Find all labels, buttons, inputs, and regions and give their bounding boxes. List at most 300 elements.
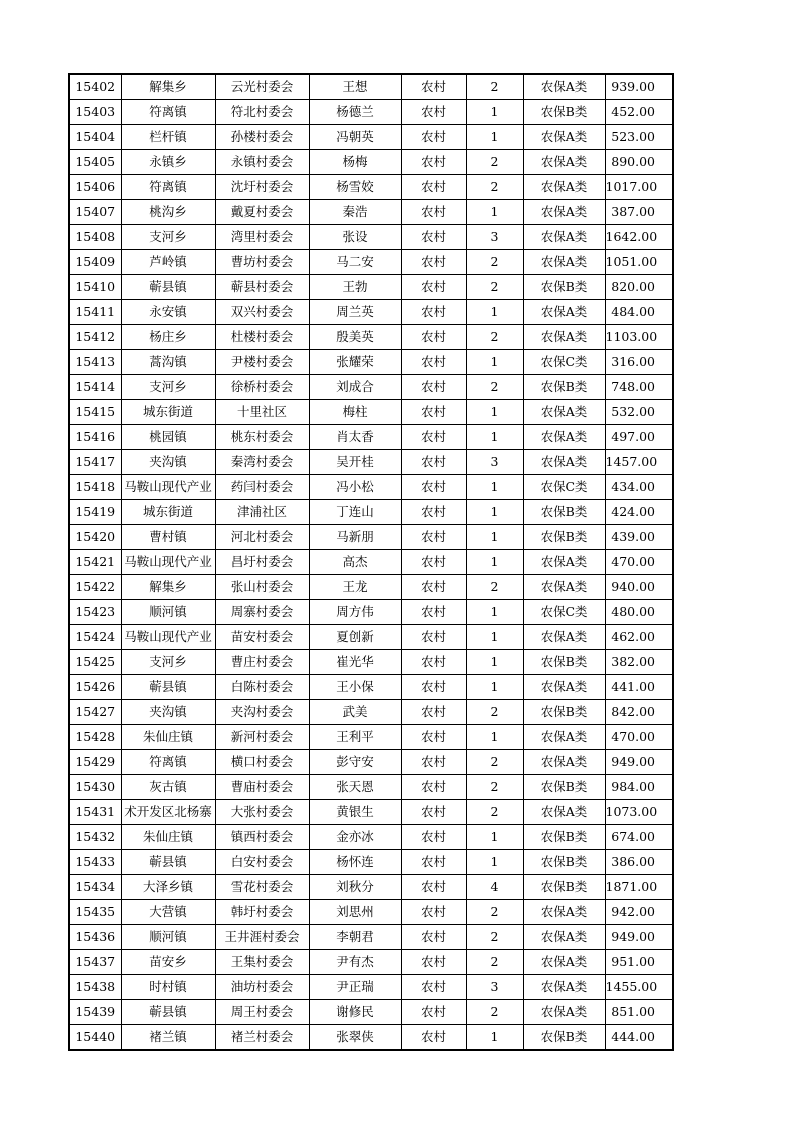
township-cell: 褚兰镇 (121, 1025, 215, 1051)
record-id-cell: 15416 (69, 425, 121, 450)
amount-cell: 949.00 (605, 750, 673, 775)
person-name-cell: 王利平 (309, 725, 401, 750)
township-cell: 夹沟镇 (121, 700, 215, 725)
record-id-cell: 15408 (69, 225, 121, 250)
insurance-category-cell: 农保A类 (523, 200, 605, 225)
insurance-category-cell: 农保A类 (523, 300, 605, 325)
insurance-category-cell: 农保C类 (523, 475, 605, 500)
household-type-cell: 农村 (401, 700, 466, 725)
amount-cell: 851.00 (605, 1000, 673, 1025)
member-count-cell: 2 (466, 750, 523, 775)
township-cell: 桃沟乡 (121, 200, 215, 225)
member-count-cell: 2 (466, 250, 523, 275)
household-type-cell: 农村 (401, 225, 466, 250)
amount-cell: 940.00 (605, 575, 673, 600)
amount-cell: 439.00 (605, 525, 673, 550)
insurance-category-cell: 农保A类 (523, 800, 605, 825)
table-row (69, 650, 673, 675)
amount-cell: 470.00 (605, 550, 673, 575)
amount-cell: 444.00 (605, 1025, 673, 1051)
record-id-cell: 15427 (69, 700, 121, 725)
amount-cell: 939.00 (605, 74, 673, 100)
record-id-cell: 15434 (69, 875, 121, 900)
insurance-category-cell: 农保A类 (523, 425, 605, 450)
township-cell: 符离镇 (121, 175, 215, 200)
table-row (69, 225, 673, 250)
household-type-cell: 农村 (401, 525, 466, 550)
insurance-category-cell: 农保B类 (523, 850, 605, 875)
amount-cell: 452.00 (605, 100, 673, 125)
person-name-cell: 周兰英 (309, 300, 401, 325)
insurance-category-cell: 农保A类 (523, 74, 605, 100)
insurance-category-cell: 农保A类 (523, 125, 605, 150)
township-cell: 永镇乡 (121, 150, 215, 175)
household-type-cell: 农村 (401, 925, 466, 950)
village-committee-cell: 白陈村委会 (215, 675, 309, 700)
household-type-cell: 农村 (401, 250, 466, 275)
village-committee-cell: 曹坊村委会 (215, 250, 309, 275)
insurance-category-cell: 农保B类 (523, 1025, 605, 1051)
member-count-cell: 1 (466, 400, 523, 425)
person-name-cell: 张翠侠 (309, 1025, 401, 1051)
record-id-cell: 15422 (69, 575, 121, 600)
village-committee-cell: 镇西村委会 (215, 825, 309, 850)
insurance-category-cell: 农保A类 (523, 450, 605, 475)
insurance-category-cell: 农保B类 (523, 700, 605, 725)
insurance-category-cell: 农保B类 (523, 275, 605, 300)
village-committee-cell: 白安村委会 (215, 850, 309, 875)
member-count-cell: 1 (466, 500, 523, 525)
table-row (69, 400, 673, 425)
household-type-cell: 农村 (401, 275, 466, 300)
record-id-cell: 15439 (69, 1000, 121, 1025)
record-id-cell: 15404 (69, 125, 121, 150)
person-name-cell: 崔光华 (309, 650, 401, 675)
member-count-cell: 3 (466, 450, 523, 475)
township-cell: 支河乡 (121, 225, 215, 250)
table-row (69, 600, 673, 625)
table-row (69, 725, 673, 750)
record-id-cell: 15435 (69, 900, 121, 925)
person-name-cell: 丁连山 (309, 500, 401, 525)
insurance-category-cell: 农保A类 (523, 175, 605, 200)
township-cell: 支河乡 (121, 375, 215, 400)
member-count-cell: 1 (466, 600, 523, 625)
amount-cell: 424.00 (605, 500, 673, 525)
village-committee-cell: 河北村委会 (215, 525, 309, 550)
township-cell: 栏杆镇 (121, 125, 215, 150)
person-name-cell: 张天恩 (309, 775, 401, 800)
table-row (69, 425, 673, 450)
amount-cell: 820.00 (605, 275, 673, 300)
person-name-cell: 黄银生 (309, 800, 401, 825)
table-row (69, 775, 673, 800)
township-cell: 蕲县镇 (121, 850, 215, 875)
member-count-cell: 2 (466, 950, 523, 975)
member-count-cell: 1 (466, 725, 523, 750)
record-id-cell: 15402 (69, 74, 121, 100)
township-cell: 蒿沟镇 (121, 350, 215, 375)
household-type-cell: 农村 (401, 625, 466, 650)
amount-cell: 441.00 (605, 675, 673, 700)
amount-cell: 842.00 (605, 700, 673, 725)
member-count-cell: 2 (466, 74, 523, 100)
household-type-cell: 农村 (401, 475, 466, 500)
table-row (69, 200, 673, 225)
person-name-cell: 梅柱 (309, 400, 401, 425)
member-count-cell: 1 (466, 425, 523, 450)
record-sheet (68, 73, 674, 1051)
household-type-cell: 农村 (401, 650, 466, 675)
household-type-cell: 农村 (401, 850, 466, 875)
record-id-cell: 15403 (69, 100, 121, 125)
table-row (69, 175, 673, 200)
record-id-cell: 15415 (69, 400, 121, 425)
township-cell: 苗安乡 (121, 950, 215, 975)
record-id-cell: 15432 (69, 825, 121, 850)
member-count-cell: 1 (466, 100, 523, 125)
amount-cell: 532.00 (605, 400, 673, 425)
village-committee-cell: 新河村委会 (215, 725, 309, 750)
township-cell: 蕲县镇 (121, 275, 215, 300)
village-committee-cell: 桃东村委会 (215, 425, 309, 450)
household-type-cell: 农村 (401, 900, 466, 925)
insurance-category-cell: 农保A类 (523, 550, 605, 575)
person-name-cell: 冯小松 (309, 475, 401, 500)
person-name-cell: 谢修民 (309, 1000, 401, 1025)
village-committee-cell: 油坊村委会 (215, 975, 309, 1000)
village-committee-cell: 周寨村委会 (215, 600, 309, 625)
amount-cell: 480.00 (605, 600, 673, 625)
amount-cell: 386.00 (605, 850, 673, 875)
record-id-cell: 15405 (69, 150, 121, 175)
record-id-cell: 15437 (69, 950, 121, 975)
member-count-cell: 2 (466, 175, 523, 200)
person-name-cell: 张设 (309, 225, 401, 250)
table-row (69, 975, 673, 1000)
village-committee-cell: 韩圩村委会 (215, 900, 309, 925)
member-count-cell: 3 (466, 975, 523, 1000)
household-type-cell: 农村 (401, 875, 466, 900)
household-type-cell: 农村 (401, 100, 466, 125)
record-id-cell: 15431 (69, 800, 121, 825)
township-cell: 朱仙庄镇 (121, 725, 215, 750)
table-row (69, 475, 673, 500)
amount-cell: 1103.00 (605, 325, 673, 350)
amount-cell: 497.00 (605, 425, 673, 450)
insurance-category-cell: 农保A类 (523, 925, 605, 950)
table-row (69, 125, 673, 150)
household-type-cell: 农村 (401, 200, 466, 225)
person-name-cell: 刘成合 (309, 375, 401, 400)
member-count-cell: 2 (466, 325, 523, 350)
amount-cell: 942.00 (605, 900, 673, 925)
household-type-cell: 农村 (401, 150, 466, 175)
township-cell: 蕲县镇 (121, 675, 215, 700)
household-type-cell: 农村 (401, 775, 466, 800)
person-name-cell: 杨德兰 (309, 100, 401, 125)
village-committee-cell: 尹楼村委会 (215, 350, 309, 375)
person-name-cell: 李朝君 (309, 925, 401, 950)
household-type-cell: 农村 (401, 125, 466, 150)
person-name-cell: 肖太香 (309, 425, 401, 450)
village-committee-cell: 褚兰村委会 (215, 1025, 309, 1051)
table-row (69, 800, 673, 825)
village-committee-cell: 昌圩村委会 (215, 550, 309, 575)
township-cell: 符离镇 (121, 750, 215, 775)
table-row (69, 550, 673, 575)
person-name-cell: 金亦冰 (309, 825, 401, 850)
household-type-cell: 农村 (401, 600, 466, 625)
township-cell: 灰古镇 (121, 775, 215, 800)
township-cell: 城东街道 (121, 400, 215, 425)
insurance-category-cell: 农保A类 (523, 625, 605, 650)
table-row (69, 625, 673, 650)
insurance-category-cell: 农保B类 (523, 650, 605, 675)
household-type-cell: 农村 (401, 975, 466, 1000)
person-name-cell: 刘秋分 (309, 875, 401, 900)
township-cell: 时村镇 (121, 975, 215, 1000)
village-committee-cell: 周王村委会 (215, 1000, 309, 1025)
person-name-cell: 吴开桂 (309, 450, 401, 475)
insurance-category-cell: 农保A类 (523, 750, 605, 775)
township-cell: 永安镇 (121, 300, 215, 325)
insurance-category-cell: 农保C类 (523, 350, 605, 375)
insurance-category-cell: 农保B类 (523, 775, 605, 800)
person-name-cell: 武美 (309, 700, 401, 725)
record-id-cell: 15421 (69, 550, 121, 575)
village-committee-cell: 张山村委会 (215, 575, 309, 600)
record-id-cell: 15418 (69, 475, 121, 500)
person-name-cell: 高杰 (309, 550, 401, 575)
township-cell: 解集乡 (121, 74, 215, 100)
member-count-cell: 4 (466, 875, 523, 900)
village-committee-cell: 药闫村委会 (215, 475, 309, 500)
records-table (68, 73, 674, 1051)
township-cell: 符离镇 (121, 100, 215, 125)
township-cell: 术开发区北杨寨 (121, 800, 215, 825)
township-cell: 马鞍山现代产业 (121, 550, 215, 575)
record-id-cell: 15417 (69, 450, 121, 475)
household-type-cell: 农村 (401, 400, 466, 425)
village-committee-cell: 大张村委会 (215, 800, 309, 825)
person-name-cell: 夏创新 (309, 625, 401, 650)
township-cell: 大营镇 (121, 900, 215, 925)
village-committee-cell: 苗安村委会 (215, 625, 309, 650)
member-count-cell: 1 (466, 525, 523, 550)
table-row (69, 250, 673, 275)
person-name-cell: 秦浩 (309, 200, 401, 225)
member-count-cell: 1 (466, 300, 523, 325)
amount-cell: 984.00 (605, 775, 673, 800)
table-row (69, 350, 673, 375)
household-type-cell: 农村 (401, 350, 466, 375)
amount-cell: 1017.00 (605, 175, 673, 200)
village-committee-cell: 十里社区 (215, 400, 309, 425)
amount-cell: 1642.00 (605, 225, 673, 250)
table-row (69, 325, 673, 350)
village-committee-cell: 王集村委会 (215, 950, 309, 975)
member-count-cell: 1 (466, 200, 523, 225)
table-row (69, 850, 673, 875)
member-count-cell: 2 (466, 700, 523, 725)
member-count-cell: 2 (466, 800, 523, 825)
amount-cell: 1457.00 (605, 450, 673, 475)
township-cell: 朱仙庄镇 (121, 825, 215, 850)
village-committee-cell: 曹庙村委会 (215, 775, 309, 800)
record-id-cell: 15426 (69, 675, 121, 700)
village-committee-cell: 双兴村委会 (215, 300, 309, 325)
table-row (69, 74, 673, 100)
village-committee-cell: 沈圩村委会 (215, 175, 309, 200)
table-row (69, 675, 673, 700)
insurance-category-cell: 农保A类 (523, 325, 605, 350)
insurance-category-cell: 农保A类 (523, 900, 605, 925)
record-id-cell: 15414 (69, 375, 121, 400)
member-count-cell: 1 (466, 850, 523, 875)
table-row (69, 1025, 673, 1051)
member-count-cell: 3 (466, 225, 523, 250)
record-id-cell: 15409 (69, 250, 121, 275)
township-cell: 大泽乡镇 (121, 875, 215, 900)
record-id-cell: 15407 (69, 200, 121, 225)
amount-cell: 434.00 (605, 475, 673, 500)
person-name-cell: 冯朝英 (309, 125, 401, 150)
record-id-cell: 15410 (69, 275, 121, 300)
record-id-cell: 15412 (69, 325, 121, 350)
member-count-cell: 2 (466, 150, 523, 175)
insurance-category-cell: 农保B类 (523, 825, 605, 850)
household-type-cell: 农村 (401, 575, 466, 600)
person-name-cell: 殷美英 (309, 325, 401, 350)
township-cell: 曹村镇 (121, 525, 215, 550)
member-count-cell: 1 (466, 550, 523, 575)
insurance-category-cell: 农保A类 (523, 1000, 605, 1025)
township-cell: 顺河镇 (121, 925, 215, 950)
village-committee-cell: 津浦社区 (215, 500, 309, 525)
member-count-cell: 1 (466, 125, 523, 150)
village-committee-cell: 秦湾村委会 (215, 450, 309, 475)
insurance-category-cell: 农保A类 (523, 725, 605, 750)
record-id-cell: 15428 (69, 725, 121, 750)
township-cell: 桃园镇 (121, 425, 215, 450)
record-id-cell: 15438 (69, 975, 121, 1000)
member-count-cell: 2 (466, 275, 523, 300)
record-id-cell: 15424 (69, 625, 121, 650)
township-cell: 支河乡 (121, 650, 215, 675)
table-row (69, 1000, 673, 1025)
household-type-cell: 农村 (401, 750, 466, 775)
member-count-cell: 2 (466, 925, 523, 950)
amount-cell: 462.00 (605, 625, 673, 650)
member-count-cell: 1 (466, 350, 523, 375)
insurance-category-cell: 农保A类 (523, 225, 605, 250)
amount-cell: 890.00 (605, 150, 673, 175)
member-count-cell: 1 (466, 825, 523, 850)
record-id-cell: 15406 (69, 175, 121, 200)
person-name-cell: 王小保 (309, 675, 401, 700)
person-name-cell: 杨怀连 (309, 850, 401, 875)
household-type-cell: 农村 (401, 74, 466, 100)
amount-cell: 484.00 (605, 300, 673, 325)
member-count-cell: 2 (466, 375, 523, 400)
amount-cell: 387.00 (605, 200, 673, 225)
amount-cell: 1455.00 (605, 975, 673, 1000)
village-committee-cell: 湾里村委会 (215, 225, 309, 250)
member-count-cell: 2 (466, 900, 523, 925)
table-row (69, 500, 673, 525)
member-count-cell: 1 (466, 650, 523, 675)
household-type-cell: 农村 (401, 325, 466, 350)
person-name-cell: 刘思州 (309, 900, 401, 925)
person-name-cell: 尹有杰 (309, 950, 401, 975)
village-committee-cell: 孙楼村委会 (215, 125, 309, 150)
member-count-cell: 1 (466, 625, 523, 650)
table-body (69, 74, 673, 1050)
record-id-cell: 15423 (69, 600, 121, 625)
village-committee-cell: 徐桥村委会 (215, 375, 309, 400)
record-id-cell: 15420 (69, 525, 121, 550)
table-row (69, 925, 673, 950)
household-type-cell: 农村 (401, 1000, 466, 1025)
amount-cell: 1073.00 (605, 800, 673, 825)
table-row (69, 375, 673, 400)
township-cell: 城东街道 (121, 500, 215, 525)
household-type-cell: 农村 (401, 450, 466, 475)
amount-cell: 470.00 (605, 725, 673, 750)
person-name-cell: 周方伟 (309, 600, 401, 625)
person-name-cell: 杨雪姣 (309, 175, 401, 200)
township-cell: 芦岭镇 (121, 250, 215, 275)
village-committee-cell: 横口村委会 (215, 750, 309, 775)
township-cell: 夹沟镇 (121, 450, 215, 475)
household-type-cell: 农村 (401, 500, 466, 525)
household-type-cell: 农村 (401, 425, 466, 450)
insurance-category-cell: 农保B类 (523, 375, 605, 400)
township-cell: 马鞍山现代产业 (121, 625, 215, 650)
amount-cell: 382.00 (605, 650, 673, 675)
insurance-category-cell: 农保B类 (523, 525, 605, 550)
record-id-cell: 15429 (69, 750, 121, 775)
amount-cell: 316.00 (605, 350, 673, 375)
person-name-cell: 王想 (309, 74, 401, 100)
household-type-cell: 农村 (401, 825, 466, 850)
household-type-cell: 农村 (401, 550, 466, 575)
table-row (69, 100, 673, 125)
table-row (69, 450, 673, 475)
village-committee-cell: 杜楼村委会 (215, 325, 309, 350)
record-id-cell: 15413 (69, 350, 121, 375)
person-name-cell: 尹正瑞 (309, 975, 401, 1000)
insurance-category-cell: 农保C类 (523, 600, 605, 625)
insurance-category-cell: 农保A类 (523, 975, 605, 1000)
village-committee-cell: 戴夏村委会 (215, 200, 309, 225)
insurance-category-cell: 农保B类 (523, 875, 605, 900)
amount-cell: 674.00 (605, 825, 673, 850)
person-name-cell: 马新朋 (309, 525, 401, 550)
table-row (69, 300, 673, 325)
person-name-cell: 王龙 (309, 575, 401, 600)
household-type-cell: 农村 (401, 800, 466, 825)
table-row (69, 875, 673, 900)
village-committee-cell: 曹庄村委会 (215, 650, 309, 675)
amount-cell: 748.00 (605, 375, 673, 400)
insurance-category-cell: 农保A类 (523, 950, 605, 975)
record-id-cell: 15436 (69, 925, 121, 950)
insurance-category-cell: 农保A类 (523, 675, 605, 700)
member-count-cell: 1 (466, 675, 523, 700)
township-cell: 杨庄乡 (121, 325, 215, 350)
